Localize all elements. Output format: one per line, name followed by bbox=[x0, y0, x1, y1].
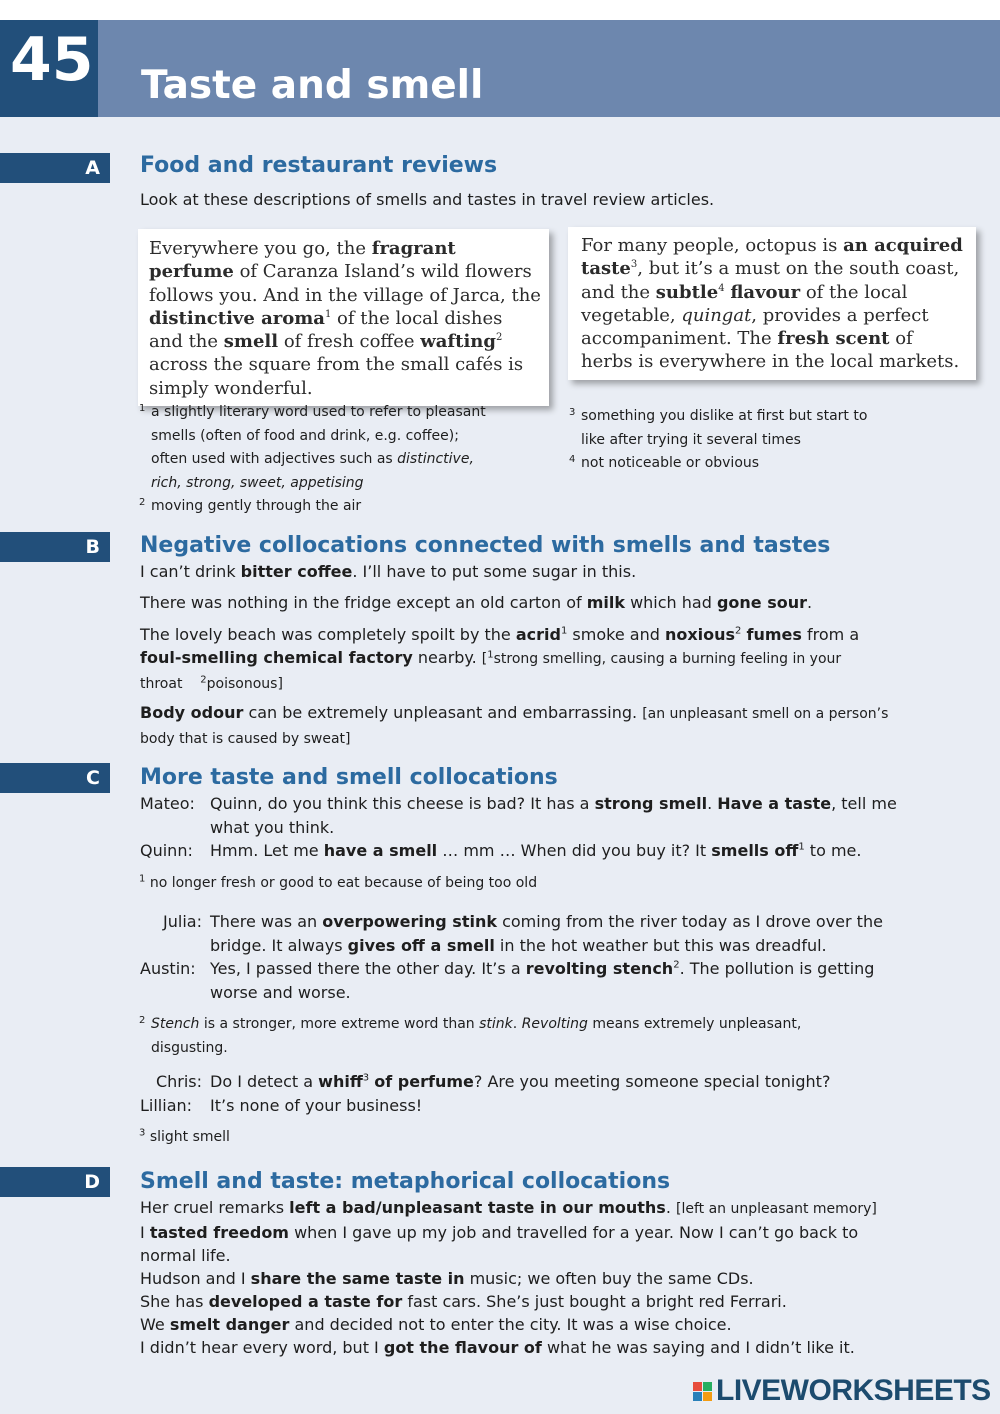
sentence: Her cruel remarks left a bad/unpleasant taste in our mouths. [left an unpleasant memory] bbox=[140, 1198, 877, 1217]
unit-number: 45 bbox=[10, 25, 94, 95]
dialogue-line: Chris: Do I detect a whiff$^3$ of perfume? Are you meeting someone special tonight? bbox=[155, 1072, 831, 1091]
review-box-right bbox=[568, 227, 976, 380]
section-b-heading: Negative collocations connected with smells and tastes bbox=[140, 533, 831, 558]
section-c-tab bbox=[0, 763, 110, 793]
dialogue-line: Austin: Yes, I passed there the other day. It’s a revolting stench$^2$. The pollution is getting worse and worse. bbox=[140, 959, 875, 1002]
footnotes-left bbox=[139, 401, 499, 519]
top-strip bbox=[0, 0, 1000, 20]
logo-icon bbox=[693, 1382, 713, 1402]
section-d-sentences bbox=[140, 1196, 920, 1359]
section-a-tab bbox=[0, 153, 110, 183]
review-text-left: Everywhere you go, the fragrant perfume of Caranza Island’s wild flowers follows you. And in the village of Jarca, the distinctive aroma$^1$ of the local dishes and the smell of fresh coffee wafting$^2$ across the square from the small cafés is simply wonderful. bbox=[149, 238, 541, 399]
unit-title: Taste and smell bbox=[141, 63, 484, 108]
sentence-bitter-coffee: I can’t drink bitter coffee. I’ll have to put some sugar in this. bbox=[140, 562, 637, 581]
dialogue-line: Mateo: Quinn, do you think this cheese is bad? It has a strong smell. Have a taste, tell me what you think. bbox=[140, 794, 897, 837]
section-a-intro: Look at these descriptions of smells and tastes in travel review articles. bbox=[140, 190, 715, 209]
dialogue-2 bbox=[140, 910, 900, 1004]
section-letter: C bbox=[86, 767, 100, 789]
footnote-whiff: $^3$ slight smell bbox=[139, 1127, 230, 1145]
footnote-4: 4 not noticeable or obvious bbox=[569, 454, 760, 471]
section-b-tab bbox=[0, 532, 110, 562]
footnote-stench: 2 Stench is a stronger, more extreme word than stink. Revolting means extremely unpleasant, disgusting. bbox=[139, 1015, 802, 1056]
section-d-tab bbox=[0, 1167, 110, 1197]
sentence: She has developed a taste for fast cars. She’s just bought a bright red Ferrari. bbox=[140, 1292, 787, 1311]
section-letter: D bbox=[84, 1171, 100, 1193]
section-d-heading: Smell and taste: metaphorical collocations bbox=[140, 1169, 671, 1194]
review-box-left bbox=[138, 229, 549, 406]
sentence: I tasted freedom when I gave up my job and travelled for a year. Now I can’t go back to normal life. bbox=[140, 1223, 859, 1265]
sentence-body-odour: Body odour can be extremely unpleasant and embarrassing. [an unpleasant smell on a person’s body that is caused by sweat] bbox=[140, 703, 889, 747]
section-c-heading: More taste and smell collocations bbox=[140, 765, 558, 790]
footnotes-right bbox=[569, 405, 889, 476]
sentence-sour-milk: There was nothing in the fridge except an old carton of milk which had gone sour. bbox=[140, 593, 813, 612]
dialogue-3 bbox=[140, 1070, 900, 1117]
liveworksheets-logo: LIVEWORKSHEETS bbox=[693, 1376, 991, 1406]
dialogue-line: Julia: There was an overpowering stink coming from the river today as I drove over the bridge. It always gives off a smell in the hot weather but this was dreadful. bbox=[163, 912, 883, 955]
footnote-1: 1 a slightly literary word used to refer to pleasant smells (often of food and drink, e.g. coffee); often used with adjectives such as distinctive, rich, strong, sweet, appetising bbox=[139, 403, 486, 491]
sentence: I didn’t hear every word, but I got the flavour of what he was saying and I didn’t like it. bbox=[140, 1338, 855, 1357]
sentence: Hudson and I share the same taste in music; we often buy the same CDs. bbox=[140, 1269, 754, 1288]
review-text-right: For many people, octopus is an acquired taste$^3$, but it’s a must on the south coast, and the subtle$^4$ flavour of the local vegetable, quingat, provides a perfect accompaniment. The fresh scent of herbs is everywhere in the local markets. bbox=[581, 235, 963, 373]
section-letter: A bbox=[85, 157, 100, 179]
sentence: We smelt danger and decided not to enter the city. It was a wise choice. bbox=[140, 1315, 732, 1334]
footnote-smells-off: $^1$ no longer fresh or good to eat because of being too old bbox=[139, 873, 538, 891]
dialogue-line: Quinn: Hmm. Let me have a smell … mm … When did you buy it? It smells off$^1$ to me. bbox=[140, 841, 862, 860]
sentence-acrid-smoke: The lovely beach was completely spoilt by the acrid$^1$ smoke and noxious$^2$ fumes from a foul-smelling chemical factory nearby. [$^1$strong smelling, causing a burning feeling in your throat $^2$poisonous] bbox=[140, 625, 860, 692]
section-letter: B bbox=[85, 536, 100, 558]
footnote-2: 2 moving gently through the air bbox=[139, 497, 362, 514]
dialogue-line: Lillian: It’s none of your business! bbox=[140, 1095, 423, 1115]
footnote-3: 3 something you dislike at first but start to like after trying it several times bbox=[569, 407, 868, 448]
dialogue-1 bbox=[140, 792, 900, 863]
section-a-heading: Food and restaurant reviews bbox=[140, 153, 498, 178]
